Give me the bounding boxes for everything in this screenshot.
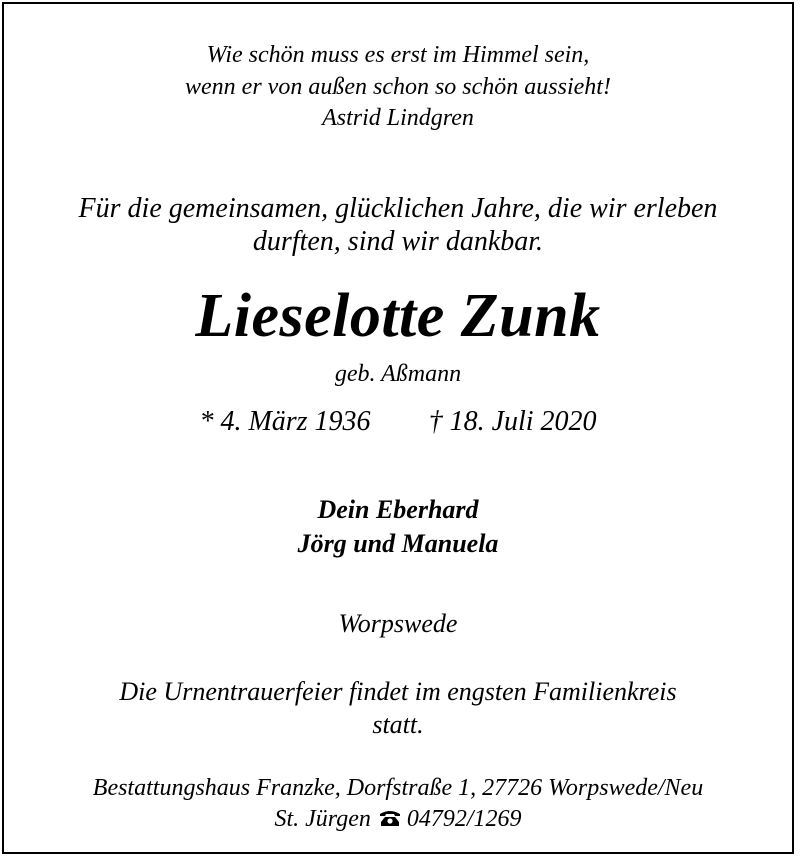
undertaker-address: Bestattungshaus Franzke, Dorfstraße 1, 27726 Worpswede/Neu <box>92 775 704 801</box>
undertaker-locality: St. Jürgen <box>274 806 371 832</box>
birth-date: * 4. März 1936 <box>199 406 371 437</box>
maiden-name: geb. Aßmann <box>334 361 462 387</box>
quote-line-1: Wie schön muss es erst im Himmel sein, <box>206 42 590 68</box>
gratitude-line-2: durften, sind wir dankbar. <box>252 226 544 257</box>
phone-number: 04792/1269 <box>406 806 522 832</box>
mourner-2: Jörg und Manuela <box>297 529 499 558</box>
life-dates <box>4 406 792 438</box>
obituary-notice <box>2 2 794 854</box>
quote-author: Astrid Lindgren <box>322 105 474 131</box>
ceremony-line-1: Die Urnentrauerfeier findet im engsten Familienkreis <box>119 677 677 706</box>
death-date: † 18. Juli 2020 <box>428 406 597 437</box>
ceremony-line-2: statt. <box>372 710 424 739</box>
deceased-name: Lieselotte Zunk <box>195 282 601 350</box>
quote-line-2: wenn er von außen schon so schön aussieht! <box>185 74 611 100</box>
gratitude-line-1: Für die gemeinsamen, glücklichen Jahre, die wir erleben <box>78 193 718 224</box>
telephone-icon <box>379 809 401 827</box>
place-name: Worpswede <box>338 609 458 638</box>
mourner-1: Dein Eberhard <box>317 495 479 524</box>
undertaker-contact <box>4 806 792 833</box>
